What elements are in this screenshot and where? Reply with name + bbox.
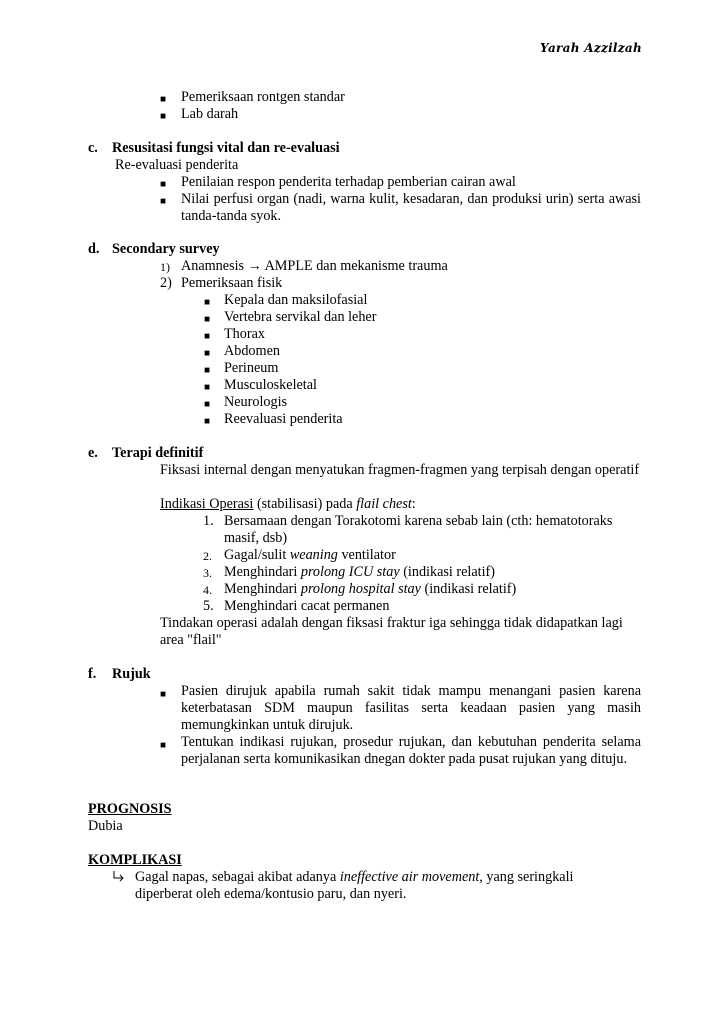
bullet-icon: ■ (204, 416, 211, 427)
list-item: Menghindari cacat permanen (224, 598, 390, 614)
bullet-icon: ■ (204, 297, 211, 308)
bullet-icon: ■ (160, 689, 167, 700)
list-item: Vertebra servikal dan leher (224, 309, 377, 325)
list-item-cont: masif, dsb) (224, 530, 288, 546)
list-item: Reevaluasi penderita (224, 411, 343, 427)
list-item: Neurologis (224, 394, 288, 410)
list-item-cont: diperberat oleh edema/kontusio paru, dan nyeri. (135, 886, 407, 902)
arrow-icon: → (247, 258, 262, 274)
item-number: 3. (203, 566, 212, 580)
author-header: Yarah Azzilzah (540, 41, 642, 55)
list-item: Nilai perfusi organ (nadi, warna kulit, kesadaran, dan produksi urin) serta awasi tanda-tanda syok. (181, 191, 641, 224)
paragraph: area "flail" (160, 632, 222, 648)
section-f-title: Rujuk (112, 666, 151, 682)
list-item: Thorax (224, 326, 265, 342)
section-e-title: Terapi definitif (112, 445, 204, 461)
item-number: 2. (203, 549, 212, 563)
indication-line: Indikasi Operasi (stabilisasi) pada flail chest: (160, 496, 416, 512)
list-item: Lab darah (181, 106, 239, 122)
bullet-icon: ■ (204, 348, 211, 359)
bullet-icon: ■ (160, 196, 167, 207)
prognosis-text: Dubia (88, 818, 123, 834)
list-item: Tentukan indikasi rujukan, prosedur rujukan, dan kebutuhan penderita selama perjalanan serta komunikasikan dnegan dokter pada pusat rujukan yang dituju. (181, 734, 641, 767)
item-number: 5. (203, 598, 214, 614)
prognosis-title: PROGNOSIS (88, 801, 172, 817)
bullet-icon: ■ (204, 314, 211, 325)
list-item: Kepala dan maksilofasial (224, 292, 368, 308)
list-item: Bersamaan dengan Torakotomi karena sebab lain (cth: hematotoraks (224, 513, 613, 529)
bullet-icon: ■ (204, 382, 211, 393)
section-c-subtitle: Re-evaluasi penderita (115, 157, 239, 173)
list-item: Menghindari prolong ICU stay (indikasi relatif) (224, 564, 495, 580)
section-d-label: d. (88, 241, 100, 257)
list-item: Musculoskeletal (224, 377, 317, 393)
section-c-title: Resusitasi fungsi vital dan re-evaluasi (112, 140, 340, 156)
arrow-bullet-icon (112, 870, 126, 884)
bullet-icon: ■ (160, 179, 167, 190)
list-item: Penilaian respon penderita terhadap pemberian cairan awal (181, 174, 516, 190)
section-c-label: c. (88, 140, 98, 156)
section-f-label: f. (88, 666, 97, 682)
list-item: Gagal/sulit weaning ventilator (224, 547, 396, 563)
item-number: 1) (160, 260, 170, 274)
paragraph: Fiksasi internal dengan menyatukan fragmen-fragmen yang terpisah dengan operatif (160, 462, 640, 478)
bullet-icon: ■ (160, 94, 167, 105)
list-item: Abdomen (224, 343, 280, 359)
section-d-title: Secondary survey (112, 241, 220, 257)
list-item: Perineum (224, 360, 279, 376)
list-item: Menghindari prolong hospital stay (indikasi relatif) (224, 581, 517, 597)
list-item: Pemeriksaan rontgen standar (181, 89, 345, 105)
paragraph: Tindakan operasi adalah dengan fiksasi fraktur iga sehingga tidak didapatkan lagi (160, 615, 623, 631)
list-item: Anamnesis → AMPLE dan mekanisme trauma (181, 258, 448, 274)
item-number: 1. (203, 513, 214, 529)
list-item: Gagal napas, sebagai akibat adanya ineffective air movement, yang seringkali (135, 869, 574, 885)
komplikasi-title: KOMPLIKASI (88, 852, 182, 868)
bullet-icon: ■ (160, 740, 167, 751)
list-item: Pasien dirujuk apabila rumah sakit tidak mampu menangani pasien karena keterbatasan SDM maupun fasilitas serta keadaan pasien yang masih memungkinkan untuk dirujuk. (181, 683, 641, 733)
item-number: 2) (160, 275, 172, 291)
bullet-icon: ■ (204, 331, 211, 342)
bullet-icon: ■ (204, 365, 211, 376)
bullet-icon: ■ (160, 111, 167, 122)
list-item: Pemeriksaan fisik (181, 275, 283, 291)
section-e-label: e. (88, 445, 98, 461)
bullet-icon: ■ (204, 399, 211, 410)
item-number: 4. (203, 583, 212, 597)
